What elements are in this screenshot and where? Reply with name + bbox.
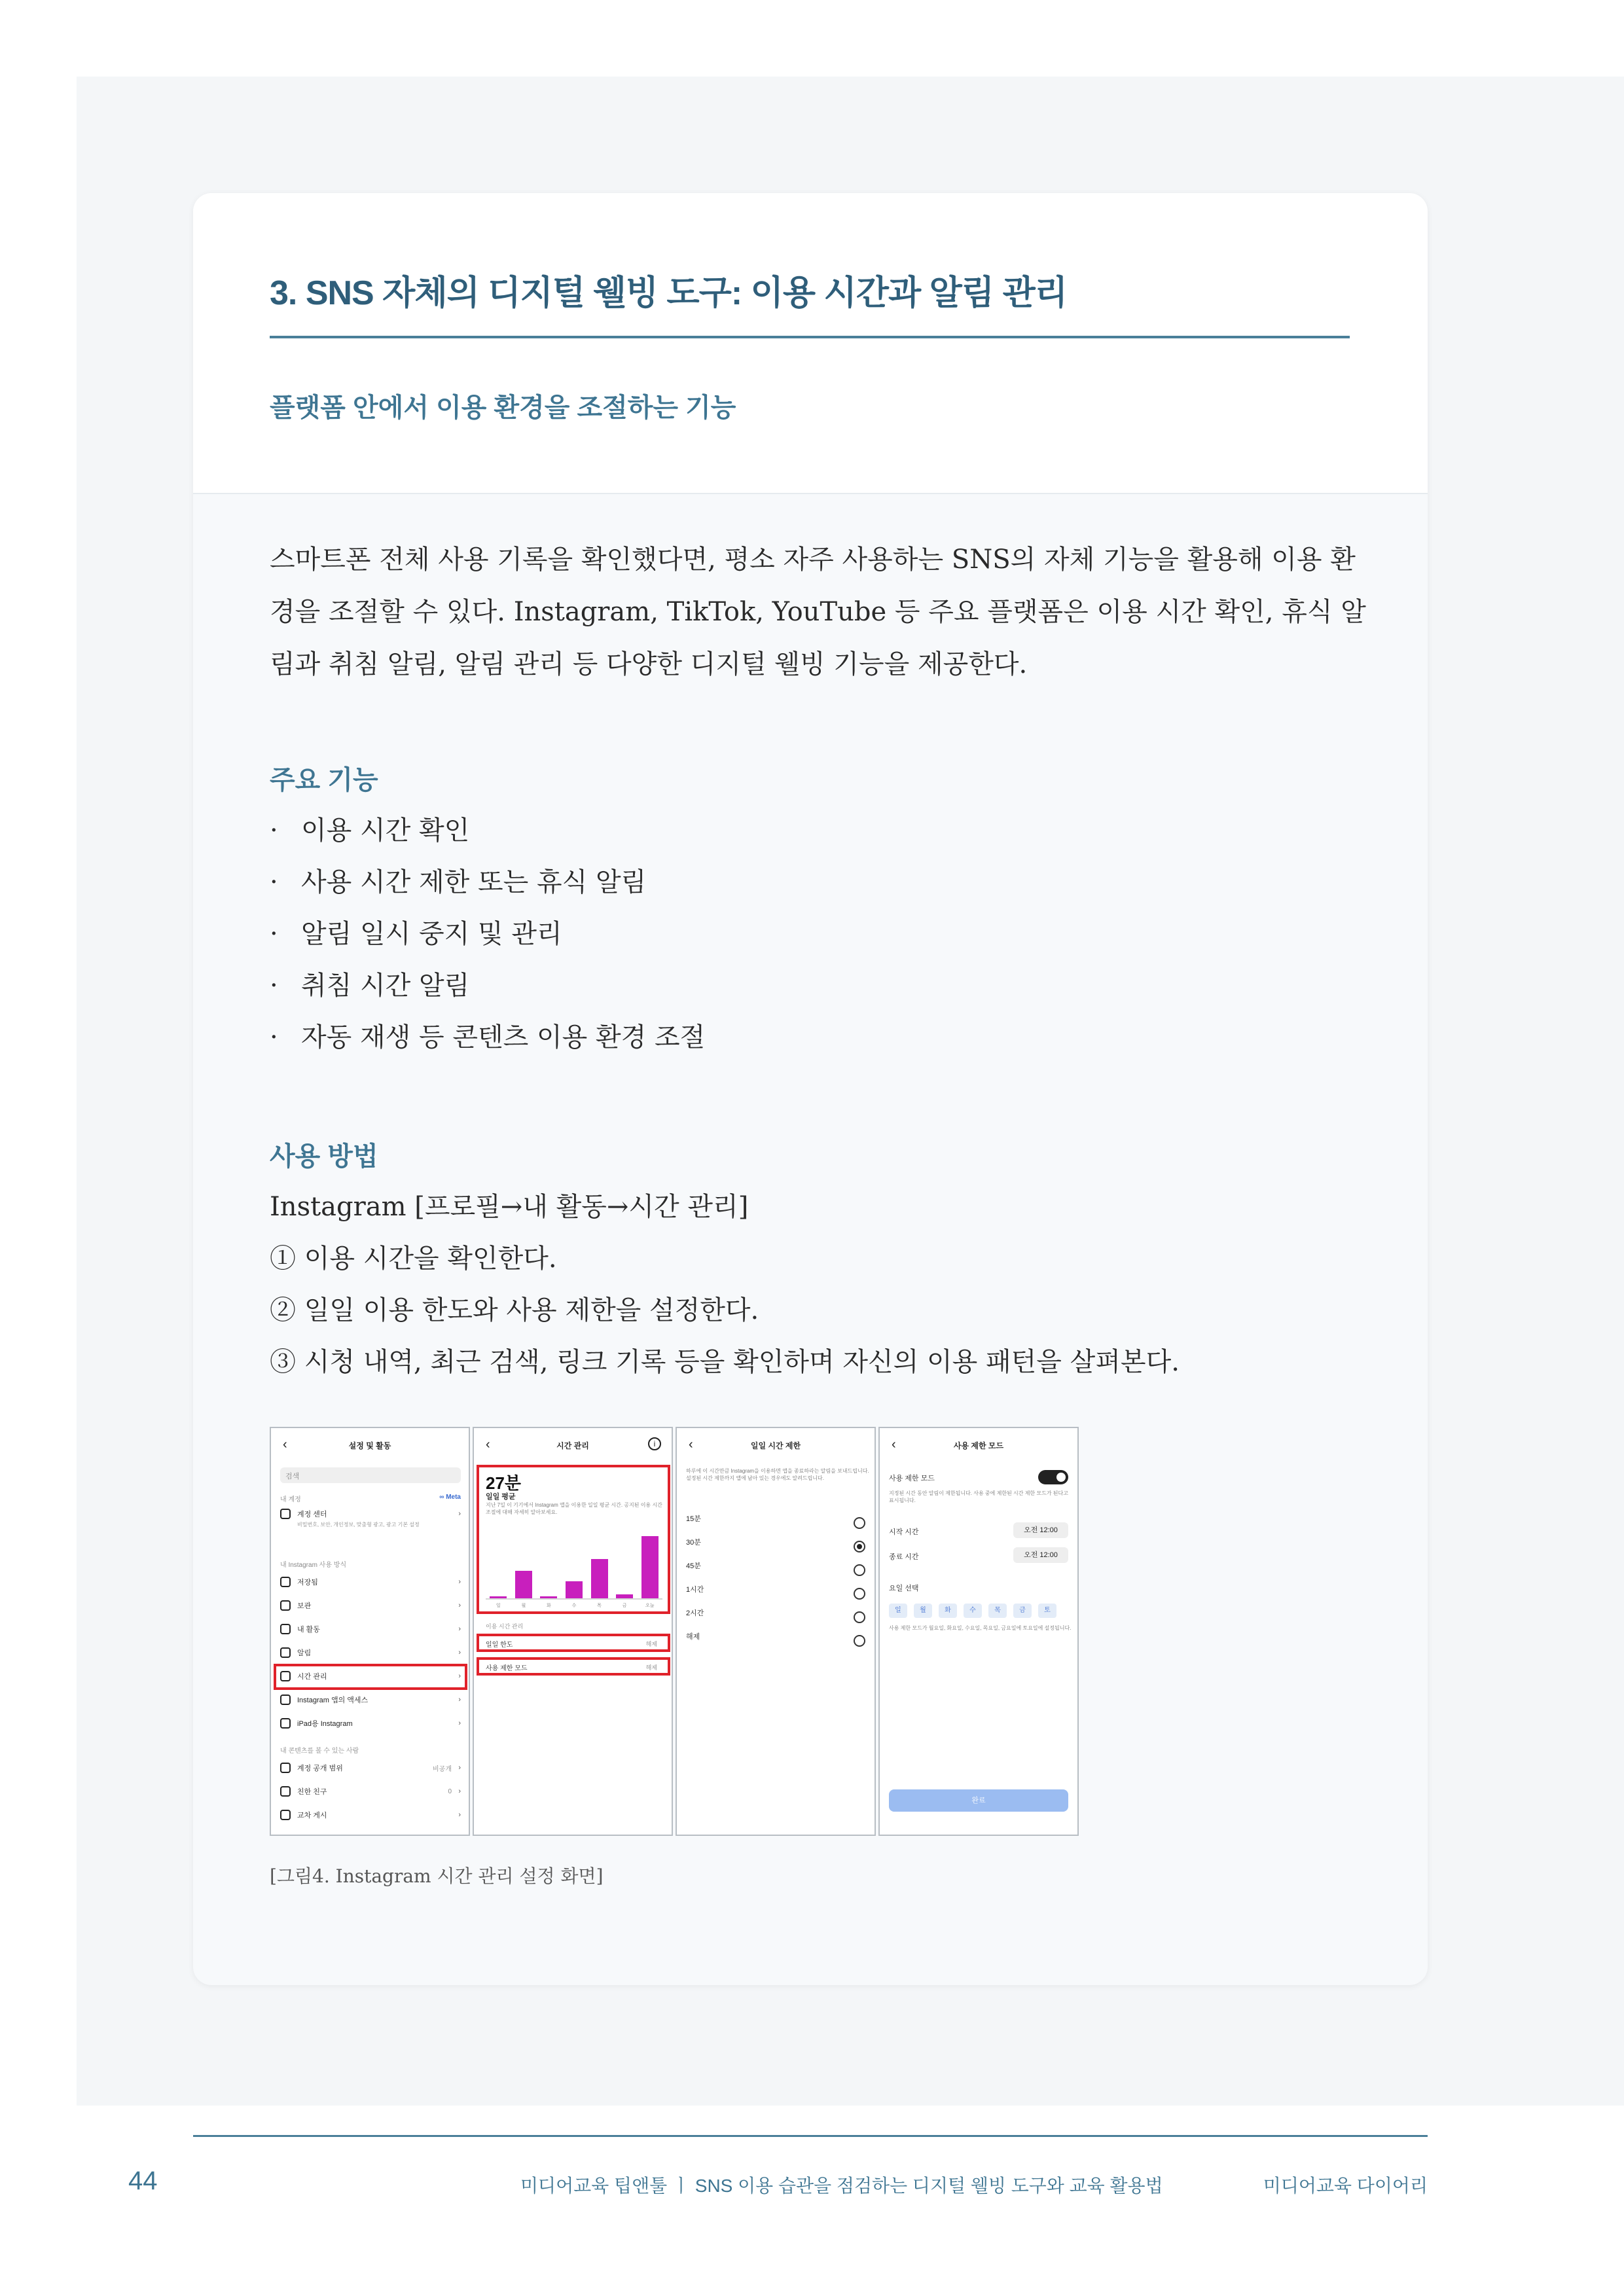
app-icon (280, 1695, 291, 1705)
time-description: 지난 7일 이 기기에서 Instagram 앱을 이용한 일일 평균 시간. 공지된 이용 시간 조절에 대해 자세히 알아보세요. (486, 1502, 662, 1515)
radio-button (854, 1635, 865, 1647)
usage-bar (616, 1594, 633, 1598)
weekday-label: 요일 선택 (889, 1585, 919, 1592)
limit-description: 하루에 이 시간만큼 Instagram을 이용하면 앱을 종료하라는 알림을 보내드립니다. 설정된 시간 제한까지 앱에 남아 있는 경우에도 알려드립니다. (686, 1468, 869, 1481)
screen-settings (270, 1427, 470, 1836)
highlight-box (274, 1664, 467, 1690)
page-number: 44 (128, 2166, 158, 2195)
bullet: · (270, 919, 278, 949)
close-friends-row: 친한 친구 0 › (280, 1783, 462, 1800)
app-access-row: Instagram 앱의 액세스 › (280, 1691, 462, 1708)
content-card (193, 193, 1428, 1985)
bar-label: 일 (496, 1604, 501, 1608)
list-item: · 이용 시간 확인 (270, 805, 705, 857)
usage-step: ③ 시청 내역, 최근 검색, 링크 기록 등을 확인하며 자신의 이용 패턴을 살펴본다. (270, 1347, 1180, 1377)
usage-bar (490, 1596, 507, 1598)
bullet: · (270, 816, 278, 846)
activity-icon (280, 1624, 291, 1634)
bar-label: 오늘 (645, 1604, 655, 1608)
total-time: 27분 (486, 1473, 522, 1493)
archive-icon (280, 1600, 291, 1611)
star-icon (280, 1786, 291, 1797)
instagram-screenshots-figure (270, 1427, 1079, 1836)
time-mgmt-row: 시간 관리 › (280, 1668, 462, 1685)
figure-caption: [그림4. Instagram 시간 관리 설정 화면] (270, 1865, 604, 1887)
done-button: 완료 (889, 1789, 1068, 1812)
footer-publication: 미디어교육 다이어리 (1263, 2176, 1428, 2196)
daily-limit-value: 해제 (645, 1641, 657, 1647)
limit-option: 15분 (686, 1513, 865, 1533)
radio-button (854, 1564, 865, 1576)
ipad-row: iPad용 Instagram › (280, 1715, 462, 1732)
screen-title: 사용 제한 모드 (953, 1441, 1004, 1450)
limit-option: 2시간 (686, 1607, 865, 1627)
intro-paragraph: 스마트폰 전체 사용 기록을 확인했다면, 평소 자주 사용하는 SNS의 자체 기능을 활용해 이용 환경을 조절할 수 있다. Instagram, TikTok, YouTube 등 주요 플랫폼은 이용 시간 확인, 휴식 알림과 취침 알림, 알림 관리 등 다양한 디지털 웰빙 기능을 제공한다. (270, 545, 1366, 679)
list-item: · 자동 재생 등 콘텐츠 이용 환경 조절 (270, 1012, 705, 1064)
section-subtitle: 플랫폼 안에서 이용 환경을 조절하는 기능 (270, 393, 736, 422)
usage-bar (566, 1581, 583, 1598)
features-heading: 주요 기능 (270, 766, 378, 795)
screen-time-management (473, 1427, 673, 1836)
screen-title: 시간 관리 (556, 1441, 589, 1450)
limit-mode-description: 지정된 시간 동안 알림이 제한됩니다. 사용 중에 제한된 시간 제한 모드가 된다고 표시됩니다. (889, 1490, 1068, 1503)
grid-icon (280, 1810, 291, 1820)
radio-button-selected (854, 1541, 865, 1552)
footer-divider (193, 2135, 1428, 2137)
weekday-note: 사용 제한 모드가 월요일, 화요일, 수요일, 목요일, 금요일에 토요일에 설정됩니다. (889, 1625, 1072, 1631)
back-arrow-icon: ‹ (892, 1437, 896, 1452)
section-title: 3. SNS 자체의 디지털 웰빙 도구: 이용 시간과 알림 관리 (270, 274, 1068, 312)
day-chip: 목 (988, 1604, 1007, 1618)
archive-row: 보관 › (280, 1597, 462, 1614)
usage-heading: 사용 방법 (270, 1142, 378, 1171)
usage-bar-chart (486, 1534, 662, 1600)
back-arrow-icon: ‹ (689, 1437, 693, 1452)
crossposting-row: 교차 게시 › (280, 1806, 462, 1823)
limit-option: 해제 (686, 1631, 865, 1651)
end-time-label: 종료 시간 (889, 1553, 919, 1561)
footer-title: 미디어교육 팁앤툴 ㅣ SNS 이용 습관을 점검하는 디지털 웰빙 도구와 교육 활용법 (520, 2176, 1163, 2196)
daily-average-label: 일일 평균 (486, 1493, 516, 1501)
day-chip: 금 (1013, 1604, 1032, 1618)
section-label: 내 Instagram 사용 방식 (280, 1562, 347, 1569)
limit-option: 45분 (686, 1560, 865, 1580)
search-input: 검색 (280, 1467, 461, 1483)
end-time-value: 오전 12:00 (1013, 1547, 1068, 1563)
screen-title: 설정 및 활동 (348, 1441, 391, 1450)
account-center-sub: 비밀번호, 보안, 개인정보, 맞춤형 광고, 광고 기본 설정 (297, 1522, 420, 1528)
bullet: · (270, 867, 278, 897)
limit-mode-row: 사용 제한 모드 (486, 1665, 528, 1672)
usage-steps (270, 1181, 1180, 1388)
screen-title: 일일 시간 제한 (750, 1441, 801, 1450)
limit-mode-value: 해제 (645, 1664, 657, 1671)
day-chip: 수 (964, 1604, 982, 1618)
day-chip: 일 (889, 1604, 907, 1618)
account-icon (280, 1509, 291, 1519)
bullet: · (270, 971, 278, 1001)
list-item: · 알림 일시 중지 및 관리 (270, 908, 705, 960)
bar-label: 화 (547, 1604, 551, 1608)
bar-label: 월 (521, 1604, 526, 1608)
daily-limit-row: 일일 한도 (486, 1641, 513, 1649)
bar-label: 금 (622, 1604, 627, 1608)
day-chip: 토 (1038, 1604, 1056, 1618)
screen-limit-mode (878, 1427, 1079, 1836)
start-time-label: 시작 시간 (889, 1528, 919, 1536)
back-arrow-icon: ‹ (283, 1437, 287, 1452)
bookmark-icon (280, 1577, 291, 1587)
radio-button (854, 1517, 865, 1529)
list-item: · 취침 시간 알림 (270, 960, 705, 1012)
back-arrow-icon: ‹ (486, 1437, 490, 1452)
usage-bar (591, 1559, 608, 1598)
limit-mode-label: 사용 제한 모드 (889, 1475, 935, 1482)
usage-bar (515, 1571, 532, 1598)
title-divider (270, 336, 1350, 338)
list-item: · 사용 시간 제한 또는 휴식 알림 (270, 857, 705, 908)
day-chip: 월 (914, 1604, 932, 1618)
privacy-row: 계정 공개 범위 비공개 › (280, 1759, 462, 1776)
bar-labels (486, 1602, 662, 1610)
day-chip: 화 (939, 1604, 957, 1618)
manage-label: 이용 시간 관리 (486, 1623, 524, 1630)
tablet-icon (280, 1718, 291, 1729)
limit-option: 1시간 (686, 1584, 865, 1604)
screen-daily-limit (676, 1427, 876, 1836)
start-time-value: 오전 12:00 (1013, 1522, 1068, 1538)
usage-step: ② 일일 이용 한도와 사용 제한을 설정한다. (270, 1295, 759, 1325)
bell-icon (280, 1647, 291, 1658)
section-label: 내 계정 (280, 1496, 301, 1503)
radio-button (854, 1588, 865, 1600)
bullet: · (270, 1022, 278, 1052)
activity-row: 내 활동 › (280, 1621, 462, 1638)
bar-label: 목 (597, 1604, 602, 1608)
weekday-selector (889, 1604, 1056, 1618)
lock-icon (280, 1763, 291, 1773)
usage-bar (540, 1596, 557, 1598)
info-icon: i (648, 1437, 661, 1450)
card-header (193, 193, 1428, 494)
notifications-row: 알림 › (280, 1644, 462, 1661)
feature-list (270, 805, 705, 1064)
saved-row: 저장됨 › (280, 1573, 462, 1590)
meta-logo: ∞ Meta (439, 1494, 461, 1501)
account-center-row: 계정 센터 › (280, 1505, 462, 1522)
radio-button (854, 1611, 865, 1623)
usage-path: Instagram [프로필→내 활동→시간 관리] (270, 1192, 749, 1222)
usage-step: ① 이용 시간을 확인한다. (270, 1244, 557, 1274)
section-label: 내 콘텐츠를 볼 수 있는 사람 (280, 1748, 359, 1755)
usage-bar (641, 1536, 659, 1598)
bar-label: 수 (571, 1604, 577, 1608)
limit-mode-toggle (1038, 1470, 1068, 1484)
limit-option: 30분 (686, 1537, 865, 1556)
